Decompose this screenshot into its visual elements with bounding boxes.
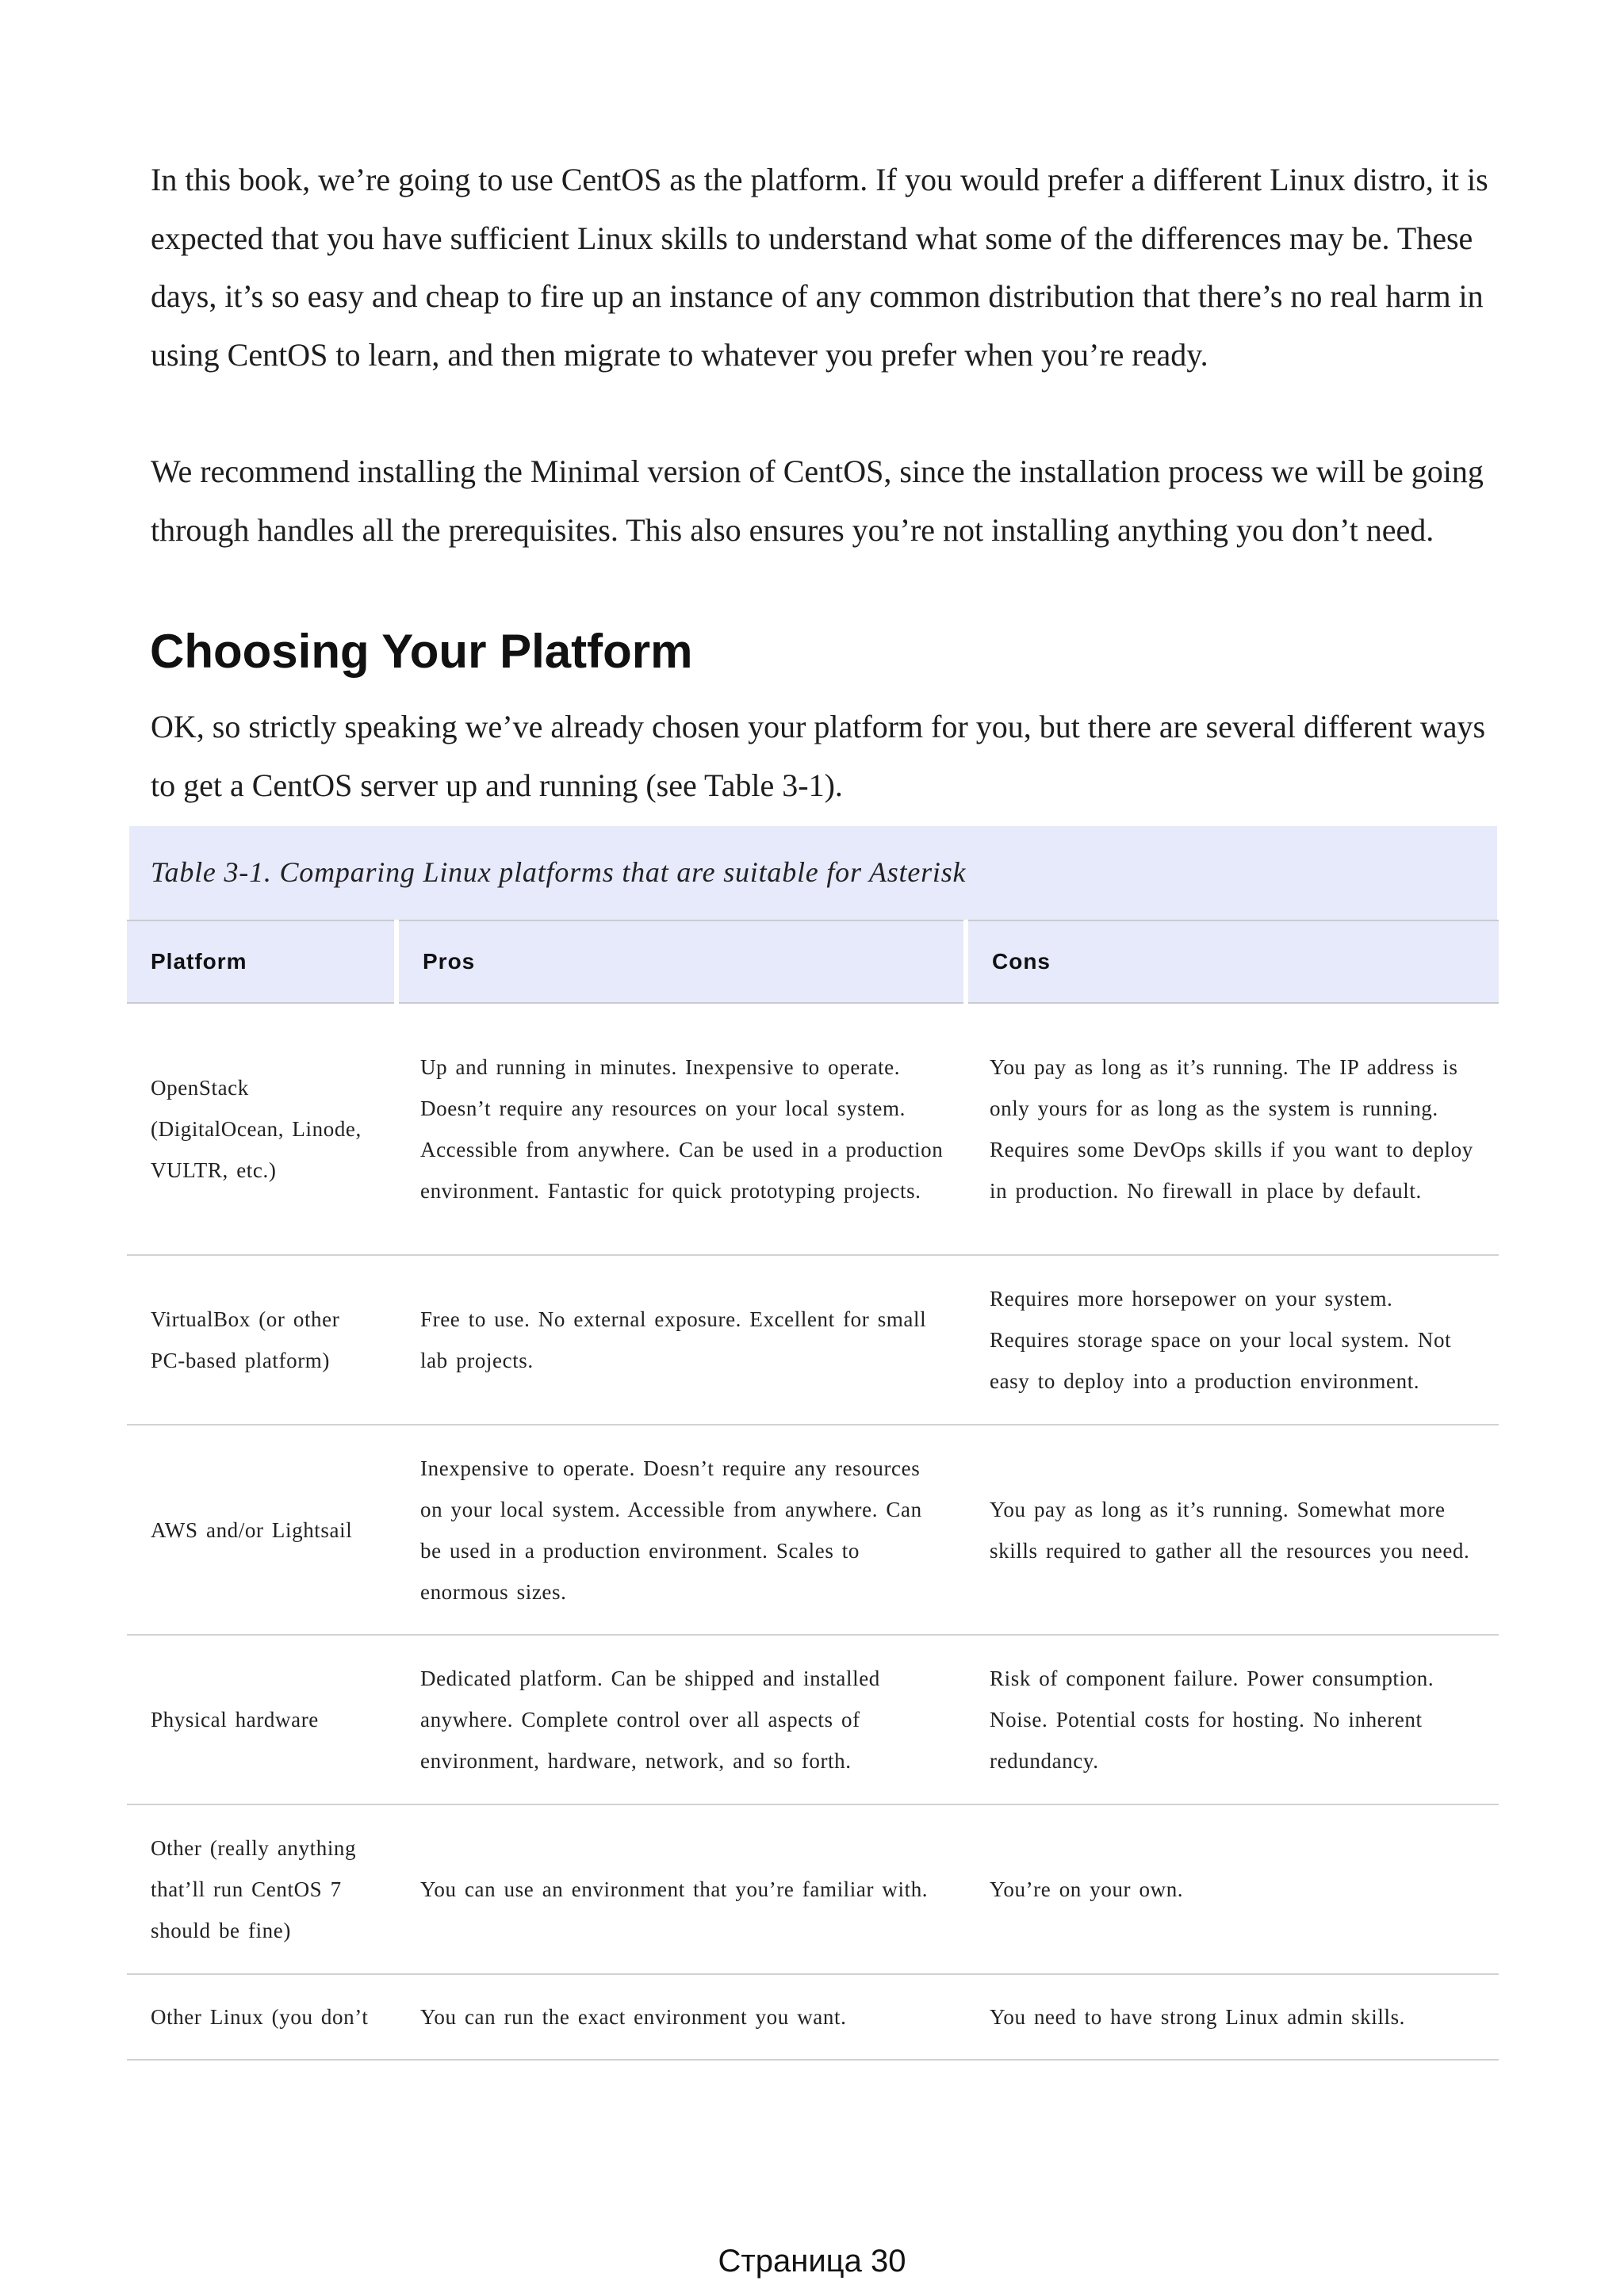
cell-cons: You need to have strong Linux admin skills. [966,1974,1499,2060]
page-number: Страница 30 [718,2244,906,2279]
table-row [127,1425,1499,1635]
table-row [127,1804,1499,1974]
table-row [127,1974,1499,2060]
cell-pros: Free to use. No external exposure. Excellent for small lab projects. [396,1255,966,1425]
cell-platform: OpenStack (DigitalOcean, Linode, VULTR, etc.) [127,1003,396,1255]
cell-cons: Risk of component failure. Power consumption. Noise. Potential costs for hosting. No inherent redundancy. [966,1635,1499,1804]
cell-platform: AWS and/or Lightsail [127,1425,396,1635]
table-caption-box [129,826,1497,920]
header-pros: Pros [396,920,966,1003]
cell-pros: You can run the exact environment you want. [396,1974,966,2060]
header-platform: Platform [127,920,396,1003]
cell-cons: Requires more horsepower on your system. Requires storage space on your local system. Not easy to deploy into a production environment. [966,1255,1499,1425]
cell-cons: You pay as long as it’s running. The IP address is only yours for as long as the system is running. Requires some DevOps skills if you want to deploy in production. No firewall in place by default. [966,1003,1499,1255]
table-row [127,1635,1499,1804]
cell-platform: VirtualBox (or other PC-based platform) [127,1255,396,1425]
table-header-row [127,920,1499,1003]
cell-cons: You pay as long as it’s running. Somewhat more skills required to gather all the resources you need. [966,1425,1499,1635]
cell-platform: Other Linux (you don’t [127,1974,396,2060]
table-row [127,1003,1499,1255]
table-row [127,1255,1499,1425]
cell-cons: You’re on your own. [966,1804,1499,1974]
cell-platform: Other (really anything that’ll run CentOS 7 should be fine) [127,1804,396,1974]
section-heading: Choosing Your Platform [150,625,693,678]
cell-pros: Inexpensive to operate. Doesn’t require any resources on your local system. Accessible from anywhere. Can be used in a production environment. Scales to enormous sizes. [396,1425,966,1635]
cell-pros: Dedicated platform. Can be shipped and installed anywhere. Complete control over all aspects of environment, hardware, network, and so forth. [396,1635,966,1804]
platforms-table [127,920,1499,2061]
paragraph-minimal-install: We recommend installing the Minimal version of CentOS, since the installation process we will be going through handles all the prerequisites. This also ensures you’re not installing anything you don’t need. [151,453,1484,548]
header-cons: Cons [966,920,1499,1003]
table-caption: Table 3-1. Comparing Linux platforms that are suitable for Asterisk [151,856,967,888]
cell-pros: Up and running in minutes. Inexpensive to operate. Doesn’t require any resources on your local system. Accessible from anywhere. Can be used in a production environment. Fantastic for quick prototyping projects. [396,1003,966,1255]
cell-pros: You can use an environment that you’re familiar with. [396,1804,966,1974]
cell-platform: Physical hardware [127,1635,396,1804]
paragraph-centos-platform: In this book, we’re going to use CentOS as the platform. If you would prefer a different Linux distro, it is expected that you have sufficient Linux skills to understand what some of the differences may be. These days, it’s so easy and cheap to fire up an instance of any common distribution that there’s no real harm in using CentOS to learn, and then migrate to whatever you prefer when you’re ready. [151,162,1488,373]
paragraph-choosing-platform: OK, so strictly speaking we’ve already chosen your platform for you, but there are several different ways to get a CentOS server up and running (see Table 3-1). [151,709,1486,803]
